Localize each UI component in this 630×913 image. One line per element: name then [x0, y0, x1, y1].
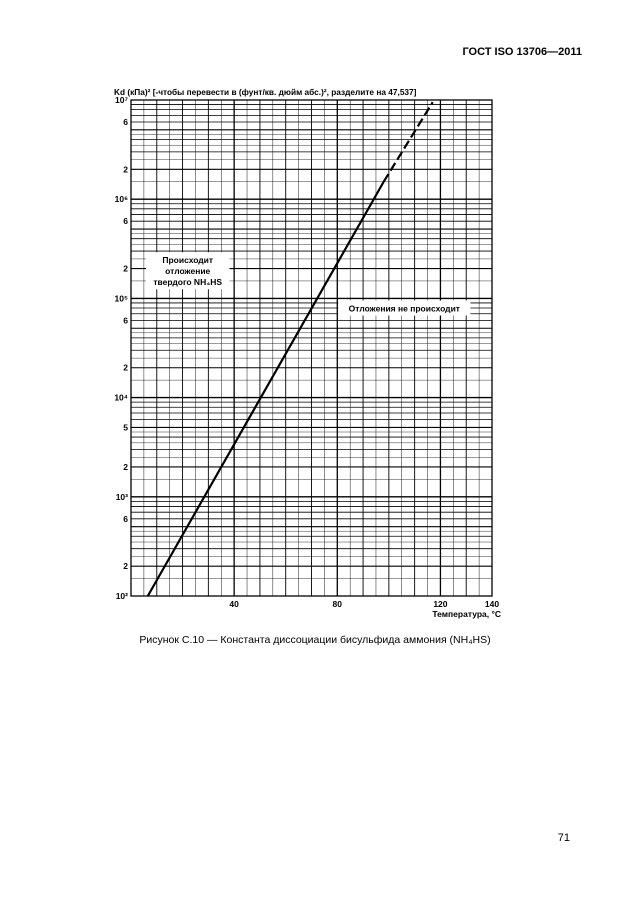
y-tick-label: 10³ — [115, 491, 128, 502]
y-axis-label: Kd (кПа)² [-чтобы перевести в (фунт/кв. дюйм абс.)², разделите на 47,537] — [114, 87, 417, 97]
x-tick-label: 40 — [229, 599, 239, 609]
x-tick-label: 80 — [332, 599, 343, 609]
x-tick-labels — [229, 599, 499, 609]
document-id: ГОСТ ISO 13706—2011 — [462, 46, 582, 58]
x-tick-label: 120 — [433, 599, 448, 609]
annotation-text: Отложения не происходит — [348, 303, 460, 314]
y-tick-label: 2 — [123, 461, 128, 472]
y-tick-label: 6 — [123, 513, 128, 524]
annotation-text: отложение — [165, 266, 211, 277]
y-tick-label: 10⁷ — [115, 95, 128, 105]
y-tick-label: 10⁶ — [114, 194, 128, 205]
x-axis-label: Температура, °С — [432, 609, 501, 619]
y-tick-label: 2 — [123, 362, 128, 373]
figure-caption: Рисунок С.10 — Константа диссоциации бисульфида аммония (NH₄HS) — [139, 634, 491, 646]
series-line-1 — [148, 182, 384, 596]
y-tick-label: 6 — [123, 315, 128, 326]
y-tick-label: 6 — [123, 117, 128, 128]
y-tick-label: 2 — [123, 164, 128, 175]
chart-annotation-layer — [146, 252, 471, 315]
y-tick-label: 2 — [123, 561, 128, 572]
annotation-text: Происходит — [162, 255, 214, 266]
y-tick-label: 10⁴ — [114, 392, 128, 403]
chart-grid-major — [131, 100, 492, 596]
y-tick-label: 10² — [115, 591, 128, 601]
annotation-text: твердого NH₄HS — [153, 277, 223, 288]
x-tick-label: 140 — [484, 599, 500, 609]
y-tick-label: 10⁵ — [114, 293, 128, 304]
y-tick-label: 5 — [123, 422, 128, 433]
chart-series-layer — [148, 102, 433, 596]
y-tick-label: 6 — [123, 216, 128, 227]
y-tick-label: 2 — [123, 263, 128, 274]
page-number: 71 — [557, 832, 570, 844]
y-tick-labels — [114, 95, 128, 601]
